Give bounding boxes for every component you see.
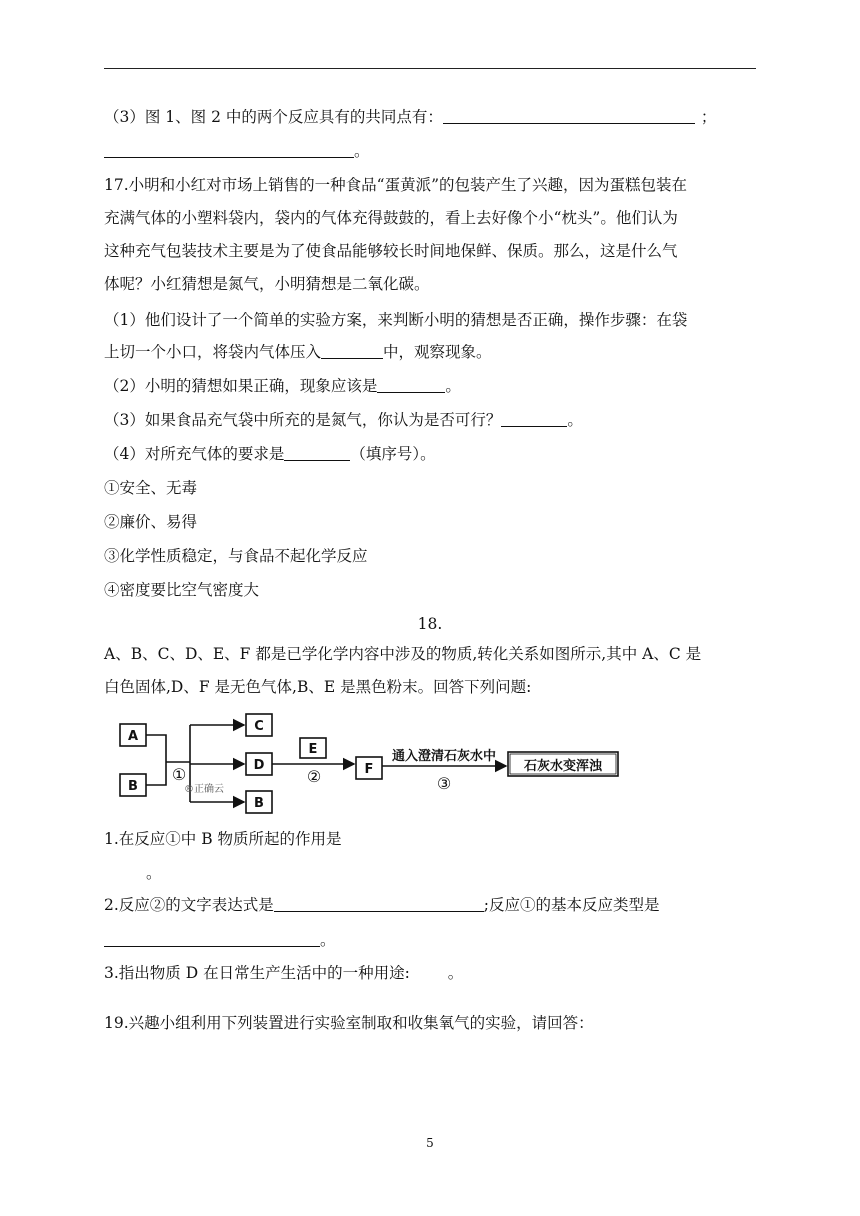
q17-part1-suffix: 中，观察现象。	[383, 343, 492, 361]
diagram-arrow-text: 通入澄清石灰水中	[391, 749, 497, 764]
q16-part3-line1	[104, 106, 716, 128]
q18-sub3	[104, 962, 463, 984]
q17-option: ④密度要比空气密度大	[104, 581, 260, 599]
diagram-label-a: A	[127, 729, 139, 744]
q18-sub2-line1	[104, 894, 660, 916]
q18-sub1-answer	[146, 862, 162, 884]
q16-part3-prompt: （3）图 1、图 2 中的两个反应具有的共同点有：	[104, 108, 443, 126]
header-rule	[104, 68, 756, 69]
q17-part4-prompt: （4）对所充气体的要求是	[104, 445, 285, 463]
q17-part3-prompt: （3）如果食品充气袋中所充的是氮气，你认为是否可行？	[104, 411, 502, 429]
q18-sub2-blank2[interactable]	[104, 930, 320, 947]
q17-text-line: 这种充气包装技术主要是为了使食品能够较长时间地保鲜、保质。那么，这是什么气	[104, 242, 678, 260]
diagram-watermark: ®正确云	[184, 784, 224, 795]
q17-part1-prompt: 上切一个小口，将袋内气体压入	[104, 343, 322, 361]
q16-part3-blank1[interactable]	[443, 107, 695, 124]
q17-part1-blank[interactable]	[321, 342, 383, 359]
q18-sub2-blank1[interactable]	[274, 895, 484, 912]
q17-part3-blank[interactable]	[501, 410, 567, 427]
q16-part3-end: 。	[354, 142, 370, 160]
q18-sub3-end: 。	[447, 964, 464, 982]
q19-text: 19.兴趣小组利用下列装置进行实验室制取和收集氧气的实验，请回答：	[104, 1014, 594, 1032]
q17-text-line: 体呢？小红猜想是氮气，小明猜想是二氧化碳。	[104, 275, 430, 293]
q17-option: ①安全、无毒	[104, 479, 198, 497]
q17-text-line: 17.小明和小红对市场上销售的一种食品“蛋黄派”的包装产生了兴趣，因为蛋糕包装在	[104, 176, 688, 194]
q17-part4-blank[interactable]	[284, 444, 350, 461]
q17-part4	[104, 443, 436, 465]
diagram-label-f: F	[364, 762, 374, 777]
diagram-label-c: C	[254, 719, 264, 734]
q16-part3-blank2[interactable]	[104, 141, 354, 158]
page-number: 5	[426, 1136, 434, 1150]
q17-part2-prompt: （2）小明的猜想如果正确，现象应该是	[104, 377, 378, 395]
q18-intro-line: 白色固体,D、F 是无色气体,B、E 是黑色粉末。回答下列问题:	[104, 678, 532, 696]
q16-part3-line2	[104, 140, 370, 162]
q18-sub1-end: 。	[146, 864, 162, 882]
diagram-result-text: 石灰水变浑浊	[523, 759, 603, 774]
q18-sub2-line2	[104, 929, 336, 951]
diagram-line-a	[146, 735, 166, 762]
q17-part4-suffix: （填序号）。	[350, 445, 436, 463]
q17-part2	[104, 375, 461, 397]
q17-part3	[104, 409, 583, 431]
diagram-step-1: ①	[171, 765, 187, 784]
diagram-label-e: E	[308, 742, 318, 757]
q17-part1-line2	[104, 341, 492, 363]
q17-part1-line1: （1）他们设计了一个简单的实验方案，来判断小明的猜想是否正确，操作步骤：在袋	[104, 311, 688, 329]
q18-intro-line: A、B、C、D、E、F 都是已学化学内容中涉及的物质,转化关系如图所示,其中 A、C 是	[104, 645, 702, 663]
q17-part3-suffix: 。	[567, 411, 583, 429]
q18-sub2-prompt2: ;反应①的基本反应类型是	[483, 896, 660, 914]
diagram-label-b: B	[128, 779, 138, 794]
q18-sub2-end: 。	[320, 931, 336, 949]
q17-part2-blank[interactable]	[377, 376, 445, 393]
q18-sub1-prompt: 1.在反应①中 B 物质所起的作用是	[104, 830, 342, 848]
q18-reaction-diagram	[104, 708, 664, 816]
q18-number: 18.	[417, 615, 443, 633]
q17-text-line: 充满气体的小塑料袋内，袋内的气体充得鼓鼓的，看上去好像个小“枕头”。他们认为	[104, 209, 678, 227]
q18-sub3-prompt: 3.指出物质 D 在日常生产生活中的一种用途:	[104, 964, 410, 982]
q18-sub2-prompt: 2.反应②的文字表达式是	[104, 896, 274, 914]
q16-part3-separator: ；	[700, 108, 717, 126]
diagram-step-2: ②	[306, 767, 322, 786]
diagram-label-d: D	[253, 758, 265, 773]
diagram-line-b	[146, 762, 166, 785]
q17-part2-suffix: 。	[445, 377, 461, 395]
diagram-step-3: ③	[436, 774, 452, 793]
q17-option: ③化学性质稳定，与食品不起化学反应	[104, 547, 368, 565]
diagram-label-b2: B	[254, 796, 264, 811]
q17-option: ②廉价、易得	[104, 513, 198, 531]
